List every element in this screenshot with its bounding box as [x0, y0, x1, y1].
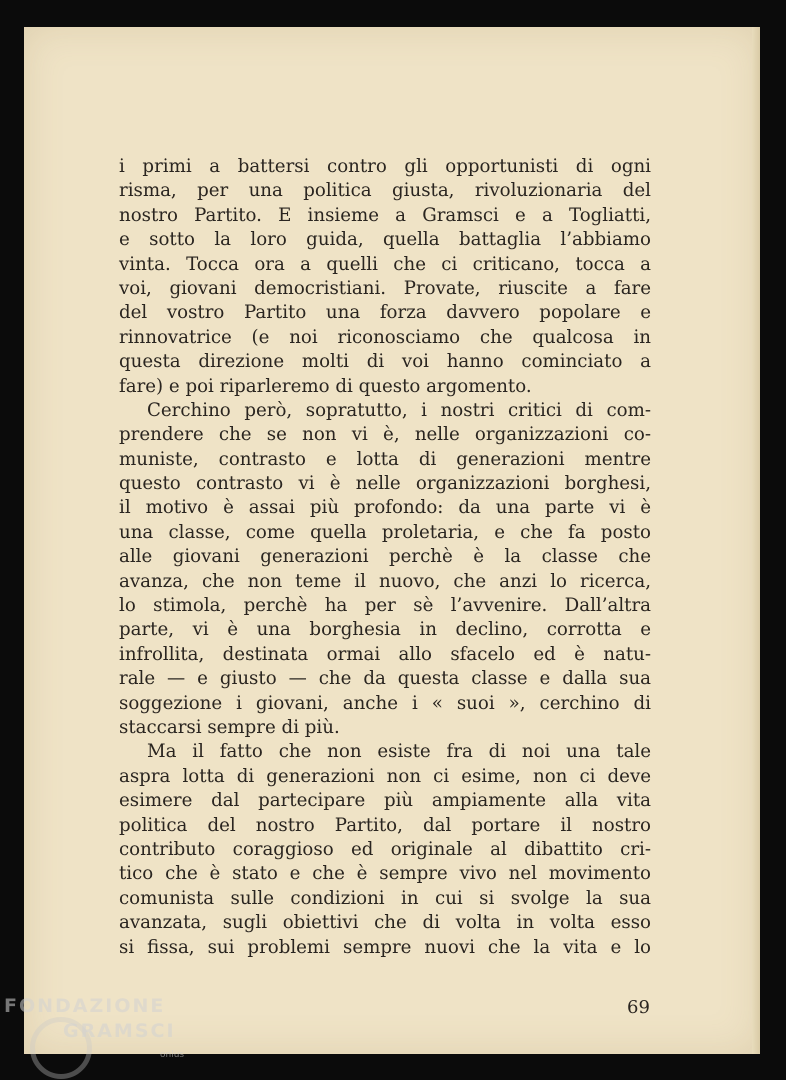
text-line: si fissa, sui problemi sempre nuovi che la vita e lo [119, 936, 651, 958]
text-line: nostro Partito. E insieme a Gramsci e a Togliatti, [119, 204, 651, 226]
text-line: i primi a battersi contro gli opportunisti di ogni [119, 156, 651, 177]
text-line: avanza, che non teme il nuovo, che anzi lo ricerca, [119, 570, 651, 592]
text-line: fare) e poi riparleremo di questo argomento. [119, 375, 532, 397]
page-number: 69 [627, 997, 650, 1018]
text-line: rinnovatrice (e noi riconosciamo che qualcosa in [119, 326, 651, 348]
text-line: questa direzione molti di voi hanno cominciato a [119, 351, 651, 373]
text-line: Ma il fatto che non esiste fra di noi una tale [147, 741, 651, 763]
text-line: alle giovani generazioni perchè è la classe che [119, 546, 651, 568]
text-line: infrollita, destinata ormai allo sfacelo ed è natu- [119, 643, 651, 665]
text-line: questo contrasto vi è nelle organizzazioni borghesi, [119, 473, 651, 495]
text-line: staccarsi sempre di più. [119, 716, 340, 738]
text-line: vinta. Tocca ora a quelli che ci criticano, tocca a [119, 253, 651, 275]
fondazione-gramsci-watermark [0, 992, 200, 1080]
page-body-text [119, 155, 651, 960]
text-line: lo stimola, perchè ha per sè l’avvenire. Dall’altra [119, 595, 651, 617]
text-line: contributo coraggioso ed originale al dibattito cri- [119, 838, 651, 860]
text-line: Cerchino però, sopratutto, i nostri critici di com- [147, 399, 651, 421]
text-line: prendere che se non vi è, nelle organizzazioni co- [119, 424, 651, 446]
text-line: aspra lotta di generazioni non ci esime, non ci deve [119, 765, 651, 787]
watermark-line2: GRAMSCI [63, 1020, 176, 1042]
book-page [24, 27, 760, 1054]
text-line: del vostro Partito una forza davvero popolare e [119, 302, 651, 324]
text-line: una classe, come quella proletaria, e che fa posto [119, 521, 651, 543]
text-line: esimere dal partecipare più ampiamente alla vita [119, 790, 651, 812]
text-line: politica del nostro Partito, dal portare il nostro [119, 814, 651, 836]
text-line: il motivo è assai più profondo: da una parte vi è [119, 497, 651, 519]
watermark-line3: onlus [160, 1050, 185, 1060]
text-line: e sotto la loro guida, quella battaglia l’abbiamo [119, 229, 651, 251]
text-line: voi, giovani democristiani. Provate, riuscite a fare [119, 277, 651, 299]
text-line: muniste, contrasto e lotta di generazioni mentre [119, 448, 651, 470]
watermark-line1: FONDAZIONE [4, 995, 166, 1017]
text-line: rale — e giusto — che da questa classe e dalla sua [119, 668, 651, 690]
text-line: parte, vi è una borghesia in declino, corrotta e [119, 619, 651, 641]
text-line: comunista sulle condizioni in cui si svolge la sua [119, 887, 651, 909]
text-line: soggezione i giovani, anche i « suoi », cerchino di [119, 692, 651, 714]
text-line: avanzata, sugli obiettivi che di volta in volta esso [119, 912, 651, 934]
text-line: tico che è stato e che è sempre vivo nel movimento [119, 863, 651, 885]
text-line: risma, per una politica giusta, rivoluzionaria del [119, 180, 651, 202]
